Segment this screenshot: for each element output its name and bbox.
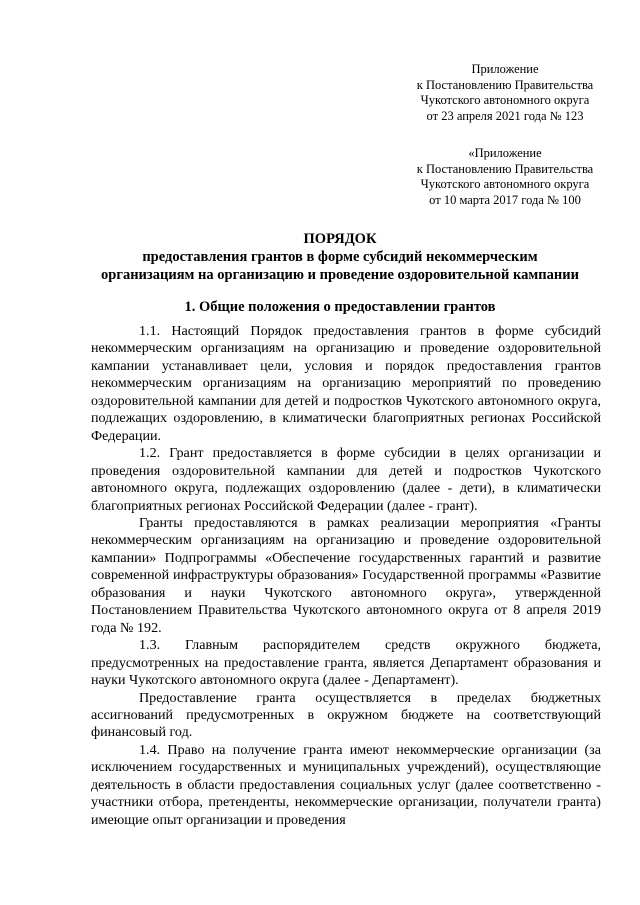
paragraph: 1.4. Право на получение гранта имеют некоммерческие организации (за исключением государственных и муниципальных учреждений), осуществляющие деятельность в области предоставления социальных услуг (далее соответственно - участники отбора, претенденты, некоммерческие организации, получатели гранта) имеющие опыт организации и проведения [91, 741, 601, 828]
title-subtitle-line: организациям на организацию и проведение оздоровительной кампании [101, 267, 579, 283]
appendix-line: Чукотского автономного округа [420, 177, 590, 191]
appendix-line: Чукотского автономного округа [420, 93, 590, 107]
title-subtitle-line: предоставления грантов в форме субсидий некоммерческим [142, 249, 538, 265]
section-body [91, 323, 601, 829]
appendix-line: «Приложение [468, 146, 542, 160]
appendix-line: к Постановлению Правительства [416, 77, 594, 92]
paragraph: 1.1. Настоящий Порядок предоставления грантов в форме субсидий некоммерческим организациям на организацию и проведение оздоровительной кампании устанавливает цели, условия и порядок предоставления грантов некоммерческим организациям на организацию мероприятий по проведению оздоровительной кампании для детей и подростков Чукотского автономного округа, подлежащих оздоровлению, в климатически благоприятных регионах Российской Федерации. [91, 323, 601, 444]
appendix-line: от 23 апреля 2021 года № 123 [426, 108, 584, 123]
appendix-header-current [380, 62, 630, 124]
section-heading: 1. Общие положения о предоставлении грантов [184, 299, 496, 315]
paragraph: 1.2. Грант предоставляется в форме субсидии в целях организации и проведения оздоровительной кампании для детей и подростков Чукотского автономного округа, подлежащих оздоровлению (далее - дети), в климатически благоприятных регионах Российской Федерации (далее - грант). [91, 445, 601, 514]
paragraph: Предоставление гранта осуществляется в пределах бюджетных ассигнований предусмотренных в окружном бюджете на соответствующий финансовый год. [91, 689, 601, 741]
title-main: ПОРЯДОК [303, 231, 377, 247]
appendix-line: от 10 марта 2017 года № 100 [429, 192, 581, 207]
paragraph: 1.3. Главным распорядителем средств окружного бюджета, предусмотренных на предоставление гранта, является Департамент образования и науки Чукотского автономного округа (далее - Департамент). [91, 637, 601, 689]
appendix-line: к Постановлению Правительства [416, 161, 594, 176]
paragraph: Гранты предоставляются в рамках реализации мероприятия «Гранты некоммерческим организациям на организацию и проведение оздоровительной кампании» Подпрограммы «Обеспечение государственных гарантий и развитие современной инфраструктуры образования» Государственной программы «Развитие образования и науки Чукотского автономного округа», утвержденной Постановлением Правительства Чукотского автономного округа от 8 апреля 2019 года № 192. [91, 514, 601, 636]
appendix-line: Приложение [471, 62, 539, 76]
document-title [60, 230, 620, 284]
appendix-header-original [380, 146, 630, 208]
